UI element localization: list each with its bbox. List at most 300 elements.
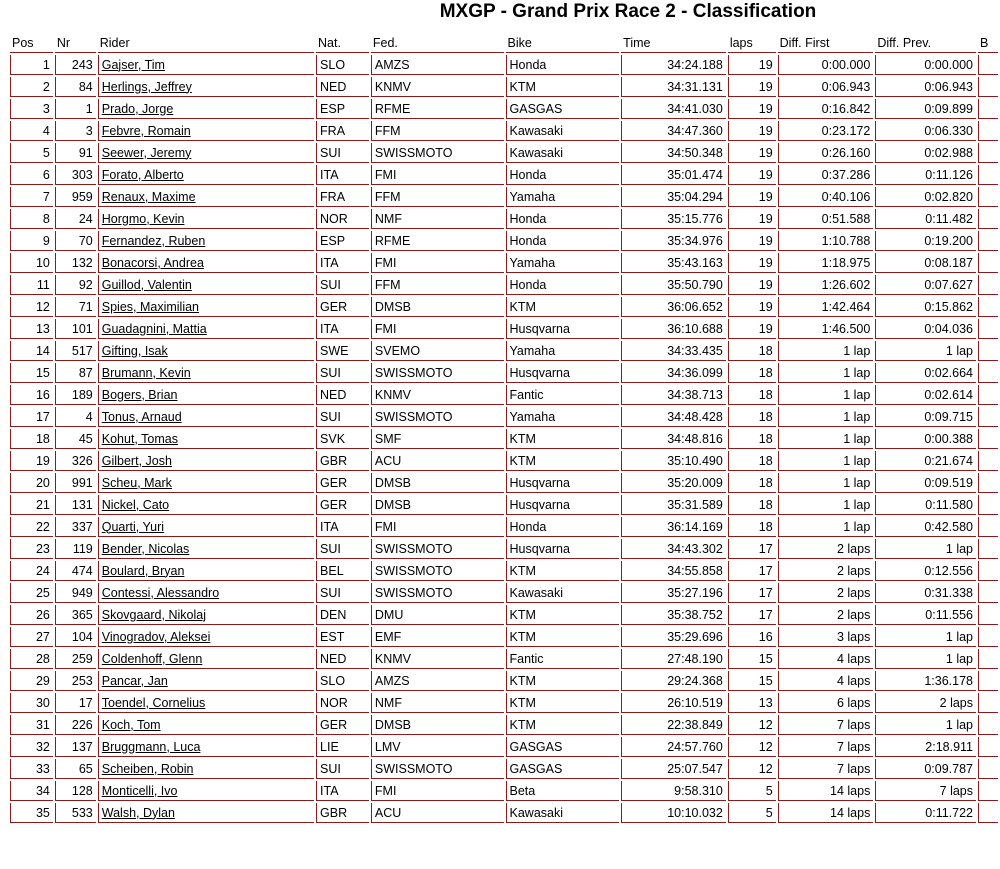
cell-laps: 5 [728, 781, 776, 801]
cell-diff-first: 14 laps [778, 803, 874, 823]
rider-link[interactable]: Quarti, Yuri [101, 519, 165, 534]
cell-nr: 92 [55, 275, 96, 295]
cell-nr: 137 [55, 737, 96, 757]
cell-bike: KTM [506, 297, 620, 317]
cell-diff-first: 2 laps [778, 539, 874, 559]
cell-bike: Fantic [506, 385, 620, 405]
cell-fed: NMF [371, 209, 504, 229]
cell-pos: 26 [10, 605, 53, 625]
cell-time: 36:06.652 [621, 297, 726, 317]
cell-fed: SWISSMOTO [371, 363, 504, 383]
table-row [10, 253, 998, 273]
table-row [10, 429, 998, 449]
cell-laps: 19 [728, 275, 776, 295]
cell-fed: FMI [371, 781, 504, 801]
cell-bike: Beta [506, 781, 620, 801]
col-header-diff-first: Diff. First [778, 33, 874, 53]
cell-time: 34:36.099 [621, 363, 726, 383]
cell-fed: EMF [371, 627, 504, 647]
cell-nat: SLO [316, 55, 369, 75]
cell-diff-prev: 1 lap [875, 341, 976, 361]
cell-rider [98, 77, 314, 97]
cell-time: 10:10.032 [621, 803, 726, 823]
cell-extra [978, 671, 998, 691]
cell-laps: 19 [728, 209, 776, 229]
cell-nr: 533 [55, 803, 96, 823]
cell-nr: 71 [55, 297, 96, 317]
cell-fed: SWISSMOTO [371, 561, 504, 581]
rider-link[interactable]: Contessi, Alessandro [101, 585, 220, 600]
cell-diff-prev: 0:11.722 [875, 803, 976, 823]
cell-bike: Fantic [506, 649, 620, 669]
cell-nr: 84 [55, 77, 96, 97]
cell-diff-prev: 0:11.580 [875, 495, 976, 515]
cell-extra [978, 737, 998, 757]
table-row [10, 759, 998, 779]
cell-nat: ITA [316, 781, 369, 801]
cell-laps: 19 [728, 297, 776, 317]
cell-bike: Kawasaki [506, 121, 620, 141]
rider-link[interactable]: Nickel, Cato [101, 497, 170, 512]
cell-diff-prev: 0:00.000 [875, 55, 976, 75]
cell-nr: 959 [55, 187, 96, 207]
table-row [10, 77, 998, 97]
table-row [10, 473, 998, 493]
cell-fed: SVEMO [371, 341, 504, 361]
table-row [10, 385, 998, 405]
cell-nr: 189 [55, 385, 96, 405]
table-row [10, 407, 998, 427]
cell-extra [978, 561, 998, 581]
cell-time: 34:50.348 [621, 143, 726, 163]
rider-link[interactable]: Kohut, Tomas [101, 431, 178, 446]
cell-diff-prev: 0:09.787 [875, 759, 976, 779]
cell-nat: ITA [316, 319, 369, 339]
cell-laps: 12 [728, 737, 776, 757]
cell-diff-first: 1 lap [778, 451, 874, 471]
rider-link[interactable]: Brumann, Kevin [101, 365, 191, 380]
cell-laps: 17 [728, 583, 776, 603]
cell-diff-first: 2 laps [778, 605, 874, 625]
cell-nat: NED [316, 385, 369, 405]
rider-link[interactable]: Tonus, Arnaud [101, 409, 182, 424]
rider-link[interactable]: Coldenhoff, Glenn [101, 651, 203, 666]
cell-fed: SWISSMOTO [371, 143, 504, 163]
cell-nr: 337 [55, 517, 96, 537]
cell-rider [98, 693, 314, 713]
cell-pos: 18 [10, 429, 53, 449]
cell-diff-prev: 0:08.187 [875, 253, 976, 273]
cell-diff-first: 0:16.842 [778, 99, 874, 119]
cell-diff-prev: 0:00.388 [875, 429, 976, 449]
cell-laps: 19 [728, 99, 776, 119]
cell-rider [98, 451, 314, 471]
cell-nr: 128 [55, 781, 96, 801]
cell-extra [978, 121, 998, 141]
cell-diff-prev: 2 laps [875, 693, 976, 713]
cell-diff-prev: 0:04.036 [875, 319, 976, 339]
cell-fed: FMI [371, 517, 504, 537]
cell-pos: 12 [10, 297, 53, 317]
cell-extra [978, 55, 998, 75]
cell-nat: NOR [316, 209, 369, 229]
cell-nr: 243 [55, 55, 96, 75]
cell-pos: 6 [10, 165, 53, 185]
rider-link[interactable]: Monticelli, Ivo [101, 783, 178, 798]
cell-time: 35:27.196 [621, 583, 726, 603]
cell-diff-prev: 0:31.338 [875, 583, 976, 603]
rider-link[interactable]: Vinogradov, Aleksei [101, 629, 211, 644]
table-row [10, 517, 998, 537]
cell-extra [978, 297, 998, 317]
cell-extra [978, 539, 998, 559]
cell-nr: 226 [55, 715, 96, 735]
cell-laps: 18 [728, 495, 776, 515]
cell-fed: ACU [371, 451, 504, 471]
cell-nr: 259 [55, 649, 96, 669]
cell-nr: 253 [55, 671, 96, 691]
cell-laps: 19 [728, 319, 776, 339]
cell-bike: KTM [506, 627, 620, 647]
rider-link[interactable]: Koch, Tom [101, 717, 161, 732]
table-row [10, 363, 998, 383]
cell-nr: 70 [55, 231, 96, 251]
table-row [10, 143, 998, 163]
cell-laps: 18 [728, 451, 776, 471]
cell-fed: DMSB [371, 297, 504, 317]
cell-diff-prev: 0:09.899 [875, 99, 976, 119]
cell-laps: 19 [728, 55, 776, 75]
cell-diff-prev: 0:21.674 [875, 451, 976, 471]
header-row [10, 33, 998, 53]
cell-bike: Kawasaki [506, 803, 620, 823]
cell-time: 34:43.302 [621, 539, 726, 559]
cell-diff-first: 1 lap [778, 341, 874, 361]
rider-link[interactable]: Scheu, Mark [101, 475, 172, 490]
cell-nr: 365 [55, 605, 96, 625]
col-header-diff-prev: Diff. Prev. [875, 33, 976, 53]
cell-diff-first: 7 laps [778, 715, 874, 735]
col-header-laps: laps [728, 33, 776, 53]
rider-link[interactable]: Bender, Nicolas [101, 541, 190, 556]
cell-rider [98, 341, 314, 361]
cell-diff-first: 14 laps [778, 781, 874, 801]
cell-extra [978, 143, 998, 163]
cell-nat: GER [316, 715, 369, 735]
cell-pos: 23 [10, 539, 53, 559]
cell-laps: 19 [728, 143, 776, 163]
rider-link[interactable]: Boulard, Bryan [101, 563, 185, 578]
cell-extra [978, 517, 998, 537]
table-row [10, 715, 998, 735]
table-row [10, 605, 998, 625]
table-row [10, 737, 998, 757]
col-header-nat: Nat. [316, 33, 369, 53]
cell-laps: 18 [728, 341, 776, 361]
cell-diff-prev: 1 lap [875, 539, 976, 559]
cell-pos: 14 [10, 341, 53, 361]
cell-diff-first: 4 laps [778, 649, 874, 669]
rider-link[interactable]: Fernandez, Ruben [101, 233, 206, 248]
cell-diff-first: 0:26.160 [778, 143, 874, 163]
cell-rider [98, 759, 314, 779]
table-row [10, 539, 998, 559]
rider-link[interactable]: Herlings, Jeffrey [101, 79, 192, 94]
cell-rider [98, 649, 314, 669]
rider-link[interactable]: Forato, Alberto [101, 167, 184, 182]
table-row [10, 803, 998, 823]
cell-nat: GER [316, 473, 369, 493]
cell-diff-first: 1 lap [778, 363, 874, 383]
cell-diff-prev: 1:36.178 [875, 671, 976, 691]
col-header-nr: Nr [55, 33, 96, 53]
table-row [10, 693, 998, 713]
cell-diff-prev: 0:07.627 [875, 275, 976, 295]
cell-extra [978, 77, 998, 97]
col-header-rider: Rider [98, 33, 314, 53]
rider-link[interactable]: Walsh, Dylan [101, 805, 175, 820]
rider-link[interactable]: Pancar, Jan [101, 673, 168, 688]
cell-time: 35:31.589 [621, 495, 726, 515]
cell-rider [98, 231, 314, 251]
cell-nat: SLO [316, 671, 369, 691]
cell-laps: 19 [728, 231, 776, 251]
cell-nat: FRA [316, 187, 369, 207]
cell-diff-first: 1:18.975 [778, 253, 874, 273]
cell-nr: 4 [55, 407, 96, 427]
cell-diff-prev: 0:02.820 [875, 187, 976, 207]
cell-laps: 15 [728, 649, 776, 669]
cell-time: 29:24.368 [621, 671, 726, 691]
cell-nr: 24 [55, 209, 96, 229]
cell-bike: Kawasaki [506, 583, 620, 603]
cell-pos: 20 [10, 473, 53, 493]
cell-rider [98, 165, 314, 185]
cell-bike: GASGAS [506, 759, 620, 779]
classification-body [10, 55, 998, 823]
cell-nat: SWE [316, 341, 369, 361]
cell-bike: Honda [506, 55, 620, 75]
cell-time: 35:04.294 [621, 187, 726, 207]
cell-fed: DMU [371, 605, 504, 625]
rider-link[interactable]: Horgmo, Kevin [101, 211, 185, 226]
cell-bike: Husqvarna [506, 473, 620, 493]
col-header-fed: Fed. [371, 33, 504, 53]
cell-pos: 29 [10, 671, 53, 691]
cell-bike: Kawasaki [506, 143, 620, 163]
cell-fed: LMV [371, 737, 504, 757]
cell-laps: 17 [728, 561, 776, 581]
cell-nat: SUI [316, 143, 369, 163]
cell-fed: AMZS [371, 55, 504, 75]
cell-fed: KNMV [371, 649, 504, 669]
cell-diff-prev: 1 lap [875, 715, 976, 735]
cell-pos: 34 [10, 781, 53, 801]
table-row [10, 297, 998, 317]
cell-nat: SUI [316, 275, 369, 295]
cell-rider [98, 143, 314, 163]
cell-bike: KTM [506, 429, 620, 449]
cell-bike: Husqvarna [506, 319, 620, 339]
cell-bike: KTM [506, 451, 620, 471]
cell-laps: 18 [728, 407, 776, 427]
cell-diff-first: 3 laps [778, 627, 874, 647]
cell-time: 35:29.696 [621, 627, 726, 647]
cell-nat: NED [316, 649, 369, 669]
table-row [10, 781, 998, 801]
rider-link[interactable]: Guadagnini, Mattia [101, 321, 207, 336]
cell-laps: 18 [728, 517, 776, 537]
cell-pos: 31 [10, 715, 53, 735]
cell-fed: KNMV [371, 77, 504, 97]
rider-link[interactable]: Scheiben, Robin [101, 761, 194, 776]
cell-diff-prev: 7 laps [875, 781, 976, 801]
cell-bike: KTM [506, 715, 620, 735]
cell-nat: SUI [316, 363, 369, 383]
cell-rider [98, 187, 314, 207]
cell-time: 27:48.190 [621, 649, 726, 669]
cell-nr: 101 [55, 319, 96, 339]
cell-diff-prev: 0:11.556 [875, 605, 976, 625]
cell-diff-first: 1 lap [778, 407, 874, 427]
rider-link[interactable]: Toendel, Cornelius [101, 695, 206, 710]
col-header-extra: B [978, 33, 998, 53]
cell-time: 35:10.490 [621, 451, 726, 471]
cell-pos: 15 [10, 363, 53, 383]
cell-nat: SUI [316, 407, 369, 427]
cell-nat: LIE [316, 737, 369, 757]
cell-nat: ITA [316, 253, 369, 273]
cell-pos: 7 [10, 187, 53, 207]
col-header-bike: Bike [506, 33, 620, 53]
cell-rider [98, 715, 314, 735]
cell-diff-prev: 0:02.614 [875, 385, 976, 405]
cell-fed: FFM [371, 275, 504, 295]
cell-diff-first: 1 lap [778, 385, 874, 405]
cell-pos: 24 [10, 561, 53, 581]
rider-link[interactable]: Skovgaard, Nikolaj [101, 607, 206, 622]
cell-bike: Yamaha [506, 341, 620, 361]
cell-nat: ITA [316, 517, 369, 537]
rider-link[interactable]: Bonacorsi, Andrea [101, 255, 204, 270]
rider-link[interactable]: Bogers, Brian [101, 387, 178, 402]
cell-bike: Honda [506, 231, 620, 251]
cell-laps: 19 [728, 165, 776, 185]
table-row [10, 451, 998, 471]
cell-laps: 18 [728, 429, 776, 449]
table-row [10, 627, 998, 647]
cell-pos: 2 [10, 77, 53, 97]
cell-diff-prev: 0:11.482 [875, 209, 976, 229]
cell-laps: 19 [728, 121, 776, 141]
cell-rider [98, 803, 314, 823]
cell-bike: KTM [506, 561, 620, 581]
cell-extra [978, 451, 998, 471]
cell-rider [98, 297, 314, 317]
rider-link[interactable]: Gilbert, Josh [101, 453, 172, 468]
cell-fed: DMSB [371, 473, 504, 493]
cell-pos: 5 [10, 143, 53, 163]
cell-diff-first: 0:37.286 [778, 165, 874, 185]
cell-nat: ITA [316, 165, 369, 185]
cell-time: 34:41.030 [621, 99, 726, 119]
cell-bike: Husqvarna [506, 539, 620, 559]
classification-table [8, 31, 1000, 825]
cell-bike: Honda [506, 209, 620, 229]
cell-nr: 119 [55, 539, 96, 559]
rider-link[interactable]: Seewer, Jeremy [101, 145, 192, 160]
cell-nat: SUI [316, 759, 369, 779]
cell-pos: 13 [10, 319, 53, 339]
table-row [10, 275, 998, 295]
cell-diff-first: 0:23.172 [778, 121, 874, 141]
cell-extra [978, 495, 998, 515]
col-header-time: Time [621, 33, 726, 53]
cell-nr: 17 [55, 693, 96, 713]
cell-bike: Honda [506, 165, 620, 185]
cell-time: 34:38.713 [621, 385, 726, 405]
cell-pos: 1 [10, 55, 53, 75]
cell-laps: 12 [728, 715, 776, 735]
cell-time: 22:38.849 [621, 715, 726, 735]
rider-link[interactable]: Bruggmann, Luca [101, 739, 201, 754]
rider-link[interactable]: Prado, Jorge [101, 101, 174, 116]
rider-link[interactable]: Gifting, Isak [101, 343, 168, 358]
cell-nat: EST [316, 627, 369, 647]
cell-extra [978, 649, 998, 669]
table-row [10, 319, 998, 339]
cell-pos: 22 [10, 517, 53, 537]
cell-fed: NMF [371, 693, 504, 713]
cell-extra [978, 209, 998, 229]
cell-bike: Yamaha [506, 407, 620, 427]
cell-diff-prev: 0:06.330 [875, 121, 976, 141]
table-row [10, 165, 998, 185]
rider-link[interactable]: Renaux, Maxime [101, 189, 196, 204]
table-row [10, 671, 998, 691]
cell-rider [98, 539, 314, 559]
cell-nr: 131 [55, 495, 96, 515]
cell-bike: GASGAS [506, 99, 620, 119]
cell-pos: 27 [10, 627, 53, 647]
cell-diff-prev: 0:09.715 [875, 407, 976, 427]
cell-rider [98, 363, 314, 383]
cell-pos: 30 [10, 693, 53, 713]
cell-nr: 104 [55, 627, 96, 647]
cell-extra [978, 803, 998, 823]
col-header-pos: Pos [10, 33, 53, 53]
rider-link[interactable]: Gajser, Tim [101, 57, 165, 72]
cell-fed: FMI [371, 319, 504, 339]
cell-pos: 33 [10, 759, 53, 779]
cell-laps: 17 [728, 539, 776, 559]
cell-laps: 16 [728, 627, 776, 647]
cell-diff-first: 1 lap [778, 429, 874, 449]
cell-fed: SWISSMOTO [371, 583, 504, 603]
cell-time: 34:48.816 [621, 429, 726, 449]
rider-link[interactable]: Guillod, Valentin [101, 277, 192, 292]
cell-nr: 132 [55, 253, 96, 273]
cell-fed: DMSB [371, 715, 504, 735]
cell-extra [978, 473, 998, 493]
cell-nat: FRA [316, 121, 369, 141]
rider-link[interactable]: Febvre, Romain [101, 123, 191, 138]
rider-link[interactable]: Spies, Maximilian [101, 299, 200, 314]
cell-laps: 19 [728, 253, 776, 273]
cell-diff-prev: 2:18.911 [875, 737, 976, 757]
cell-rider [98, 583, 314, 603]
cell-laps: 5 [728, 803, 776, 823]
